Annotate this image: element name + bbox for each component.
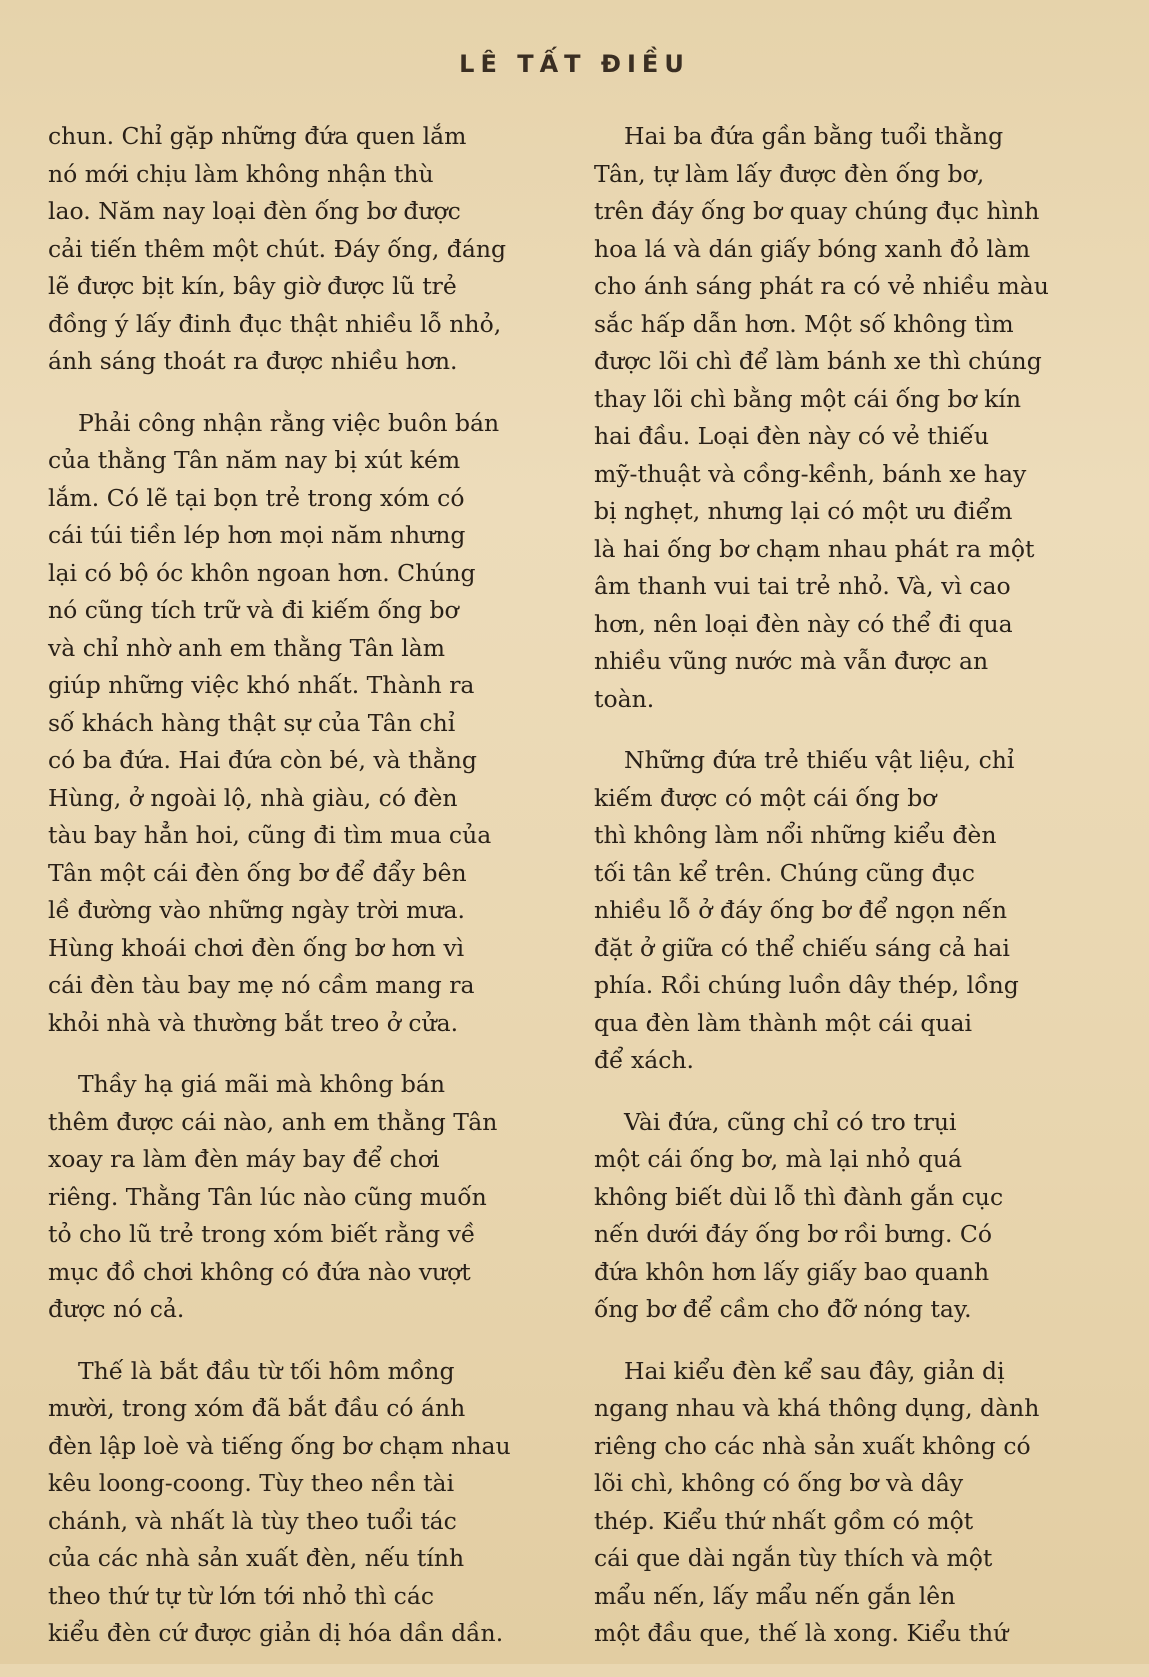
text-line: lề đường vào những ngày trời mưa.: [48, 896, 466, 924]
text-line: đồng ý lấy đinh đục thật nhiều lỗ nhỏ,: [48, 309, 502, 338]
text-line: hơn, nên loại đèn này có thể đi qua: [594, 609, 1013, 638]
text-line: mẩu nến, lấy mẩu nến gắn lên: [594, 1581, 956, 1610]
text-line: đứa khôn hơn lấy giấy bao quanh: [594, 1257, 990, 1286]
text-line: được lõi chì để làm bánh xe thì chúng: [594, 347, 1042, 375]
text-line: Hùng khoái chơi đèn ống bơ hơn vì: [48, 933, 465, 962]
text-line: nến dưới đáy ống bơ rồi bưng. Có: [594, 1220, 993, 1248]
text-line: Tân, tự làm lấy được đèn ống bơ,: [594, 159, 985, 188]
text-line: mục đồ chơi không có đứa nào vượt: [48, 1257, 471, 1286]
text-line: thì không làm nổi những kiểu đèn: [594, 821, 997, 849]
text-line: tối tân kể trên. Chúng cũng đục: [594, 858, 975, 887]
text-line: không biết dùi lỗ thì đành gắn cục: [594, 1182, 1004, 1211]
text-line: nhiều vũng nước mà vẫn được an: [594, 647, 989, 675]
text-line: của thằng Tân năm nay bị xút kém: [48, 446, 461, 474]
text-line: riêng. Thằng Tân lúc nào cũng muốn: [48, 1182, 487, 1211]
text-line: Những đứa trẻ thiếu vật liệu, chỉ: [624, 746, 1015, 774]
running-header: LÊ TẤT ĐIỀU: [459, 50, 690, 78]
text-line: Phải công nhận rằng việc buôn bán: [78, 408, 500, 437]
text-line: lại có bộ óc khôn ngoan hơn. Chúng: [48, 558, 476, 587]
paragraph: [48, 1066, 568, 1329]
text-line: theo thứ tự từ lớn tới nhỏ thì các: [48, 1581, 435, 1610]
left-text-column: [48, 118, 568, 1677]
paragraph: [594, 1353, 1104, 1653]
text-line: Hùng, ở ngoài lộ, nhà giàu, có đèn: [48, 783, 458, 812]
text-line: thép. Kiểu thứ nhất gồm có một: [594, 1506, 974, 1535]
text-line: lắm. Có lẽ tại bọn trẻ trong xóm có: [48, 483, 465, 512]
text-line: một đầu que, thế là xong. Kiểu thứ: [594, 1619, 1009, 1647]
text-line: đèn lập loè và tiếng ống bơ chạm nhau: [48, 1431, 511, 1460]
text-line: Thầy hạ giá mãi mà không bán: [78, 1070, 446, 1098]
paragraph: [48, 1353, 568, 1653]
text-line: để xách.: [594, 1046, 695, 1074]
text-line: lẽ được bịt kín, bây giờ được lũ trẻ: [48, 272, 457, 300]
text-line: sắc hấp dẫn hơn. Một số không tìm: [594, 309, 1014, 338]
text-line: kiểu đèn cứ được giản dị hóa dần dần.: [48, 1619, 504, 1647]
text-line: hoa lá và dán giấy bóng xanh đỏ làm: [594, 234, 1031, 263]
text-line: lõi chì, không có ống bơ và dây: [594, 1469, 964, 1497]
right-text-column: [594, 118, 1104, 1677]
text-line: phía. Rồi chúng luồn dây thép, lồng: [594, 971, 1019, 999]
text-line: Vài đứa, cũng chỉ có tro trụi: [624, 1107, 957, 1136]
text-line: nó mới chịu làm không nhận thù: [48, 159, 434, 188]
text-line: bị nghẹt, nhưng lại có một ưu điểm: [594, 497, 1013, 525]
text-line: thêm được cái nào, anh em thằng Tân: [48, 1107, 498, 1136]
text-line: và chỉ nhờ anh em thằng Tân làm: [48, 633, 445, 662]
text-line: nhiều lỗ ở đáy ống bơ để ngọn nến: [594, 896, 1007, 924]
text-line: xoay ra làm đèn máy bay để chơi: [48, 1145, 440, 1173]
text-line: có ba đứa. Hai đứa còn bé, và thằng: [48, 746, 477, 774]
text-line: cái đèn tàu bay mẹ nó cầm mang ra: [48, 971, 475, 999]
text-line: âm thanh vui tai trẻ nhỏ. Và, vì cao: [594, 572, 1011, 600]
text-line: được nó cả.: [48, 1295, 185, 1323]
text-line: khỏi nhà và thường bắt treo ở cửa.: [48, 1008, 459, 1037]
text-line: Thế là bắt đầu từ tối hôm mồng: [78, 1356, 455, 1385]
text-line: tỏ cho lũ trẻ trong xóm biết rằng về: [48, 1220, 476, 1248]
text-line: cải tiến thêm một chút. Đáy ống, đáng: [48, 234, 507, 263]
text-line: số khách hàng thật sự của Tân chỉ: [48, 708, 456, 737]
text-line: chánh, và nhất là tùy theo tuổi tác: [48, 1506, 457, 1535]
text-line: toàn.: [594, 684, 655, 713]
text-line: kiếm được có một cái ống bơ: [594, 783, 937, 812]
text-line: Hai ba đứa gần bằng tuổi thằng: [624, 122, 1004, 150]
text-line: thay lõi chì bằng một cái ống bơ kín: [594, 384, 1022, 413]
text-line: hai đầu. Loại đèn này có vẻ thiếu: [594, 422, 989, 450]
text-line: là hai ống bơ chạm nhau phát ra một: [594, 534, 1035, 563]
text-line: kêu loong-coong. Tùy theo nền tài: [48, 1469, 455, 1497]
text-line: nó cũng tích trữ và đi kiếm ống bơ: [48, 596, 459, 624]
text-line: mỹ-thuật và cồng-kềnh, bánh xe hay: [594, 459, 1027, 488]
paragraph: [48, 118, 568, 381]
text-line: cái túi tiền lép hơn mọi năm nhưng: [48, 521, 466, 549]
text-line: riêng cho các nhà sản xuất không có: [594, 1431, 1031, 1460]
text-line: lao. Năm nay loại đèn ống bơ được: [48, 197, 461, 225]
text-line: của các nhà sản xuất đèn, nếu tính: [48, 1544, 465, 1572]
text-line: tàu bay hẳn hoi, cũng đi tìm mua của: [48, 821, 492, 849]
text-line: giúp những việc khó nhất. Thành ra: [48, 671, 475, 699]
text-line: cho ánh sáng phát ra có vẻ nhiều màu: [594, 272, 1049, 300]
paragraph: [594, 118, 1104, 718]
text-line: ngang nhau và khá thông dụng, dành: [594, 1394, 1040, 1422]
paragraph: [594, 742, 1104, 1080]
text-line: ống bơ để cầm cho đỡ nóng tay.: [594, 1295, 972, 1323]
text-line: qua đèn làm thành một cái quai: [594, 1008, 973, 1037]
text-line: ánh sáng thoát ra được nhiều hơn.: [48, 347, 458, 375]
text-line: đặt ở giữa có thể chiếu sáng cả hai: [594, 933, 1010, 962]
paragraph: [594, 1104, 1104, 1329]
text-line: cái que dài ngắn tùy thích và một: [594, 1544, 993, 1572]
text-line: trên đáy ống bơ quay chúng đục hình: [594, 197, 1040, 225]
text-line: Tân một cái đèn ống bơ để đẩy bên: [48, 858, 467, 887]
text-line: Hai kiểu đèn kể sau đây, giản dị: [624, 1356, 1005, 1385]
text-line: một cái ống bơ, mà lại nhỏ quá: [594, 1145, 963, 1173]
paragraph: [48, 405, 568, 1043]
text-line: mười, trong xóm đã bắt đầu có ánh: [48, 1394, 466, 1422]
text-line: chun. Chỉ gặp những đứa quen lắm: [48, 122, 467, 150]
